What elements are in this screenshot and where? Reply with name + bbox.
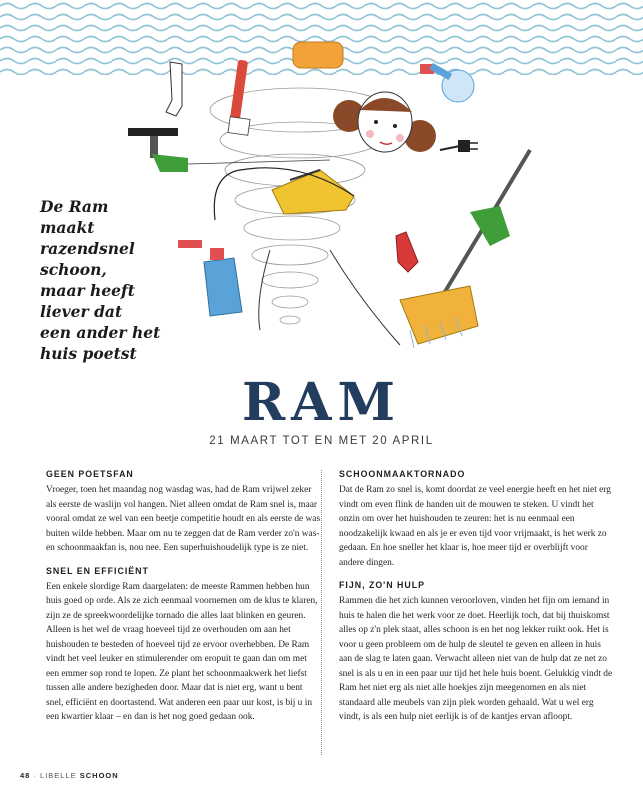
pull-quote-line: schoon, [40,260,107,279]
page-number: 48 [20,771,31,780]
sponge-icon [293,42,343,68]
pull-quote-line: huis poetst [40,344,137,363]
iron-icon [214,168,354,220]
right-column [339,468,614,734]
section-body: Een enkele slordige Ram daargelaten: de meeste Rammen hebben hun huis goed op orde. Als ze zich eenmaal voornemen om de klus te klaren, zijn ze de spreekwoordelijke tornado die alles laat blinken en geuren. Alleen is het wel de vraag hoeveel tijd ze overhouden om aan het huishouden te besteden of hoeveel tijd ze ervoor overhebben. De Ram vindt het veel leuker en stimulerender om eropuit te gaan dan om met een emmer sop rond te lopen. Ze plant het schoonmaakwerk het liefst tussen alle andere bezigheden door. Maar dat is niet erg, want u bent snel, efficiënt en doortastend. Wat anderen een paar uur kost, is bij u in een kwartier klaar – en dan is het nog goed gedaan ook. [46,581,318,722]
pull-quote-line: maakt [40,218,95,237]
section-body: Vroeger, toen het maandag nog wasdag was, had de Ram vrijwel zeker als eerste de waslijn vol hangen. Niet alleen omdat de Ram snel is, maar vooral omdat ze wel van een beetje competitie houdt en als eerste de was buiten wilde hebben. Maar om nu te zeggen dat de Ram verder zo'n was- en schoonmaakfan is, nou nee. Een superhuishoudelijk type is ze niet. [46,485,321,553]
page-title: RAM [241,372,402,433]
footer-separator: · [33,771,41,780]
pull-quote-line: De Ram [40,197,109,216]
section-body: Dat de Ram zo snel is, komt doordat ze veel energie heeft en het niet erg vindt om even flink de handen uit de mouwen te steken. U vindt het onzin om over het huishouden te zeuren: het is nu eenmaal een noodzakelijk kwaad en als je er even tijd voor vrijmaakt, is het werk zo gedaan. En hoe sneller het klaar is, hoe meer tijd er overblijft voor andere dingen. [339,485,611,568]
pull-quote-line: liever dat [40,302,123,321]
pull-quote [40,196,190,364]
spray-bottle-icon [420,63,474,102]
left-column [46,468,321,734]
squeegee-icon [128,128,330,172]
woman-head [333,92,436,152]
section-name: SCHOON [79,771,119,780]
cleaning-tornado-illustration [120,28,640,368]
section-heading: SNEL EN EFFICIËNT [46,565,149,576]
broom-icon [400,150,530,348]
date-range-subtitle: 21 MAART TOT EN MET 20 APRIL [209,435,434,447]
column-divider [321,470,322,755]
section-heading: FIJN, ZO'N HULP [339,580,426,590]
pull-quote-line: razendsnel [40,239,135,258]
magazine-name: LIBELLE [40,771,80,780]
pull-quote-line: maar heeft [40,281,135,300]
plug-icon [440,140,478,152]
pull-quote-line: een ander het [40,323,161,342]
page-footer [20,771,119,780]
scrub-brush-icon [228,60,250,136]
section-body: Rammen die het zich kunnen veroorloven, vinden het fijn om iemand in huis te halen die het werk voor ze doet. Heerlijk toch, dat bij thuiskomst alles op z'n plek staat, alles schoon is en het nog lekker ruikt ook. Het is voor u geen probleem om de hulp de sleutel te geven en alleen in huis aan de slag te laten gaan. Verwacht alleen niet van de hulp dat ze net zo snel is als u en in een paar uur tijd het hele huis boent. Gelukkig vindt de Ram het niet erg als niet alle hoekjes zijn meegenomen en als niet standaard alle meubels van zijn plek worden gehaald. Wat u wel erg vindt, is als een hulp niet eerlijk is of de kantjes ervan afloopt. [339,596,613,722]
sock-icon [166,62,182,116]
section-heading: SCHOONMAAKTORNADO [339,469,466,479]
red-shoe-icon [396,232,418,272]
section-heading: GEEN POETSFAN [46,469,134,479]
